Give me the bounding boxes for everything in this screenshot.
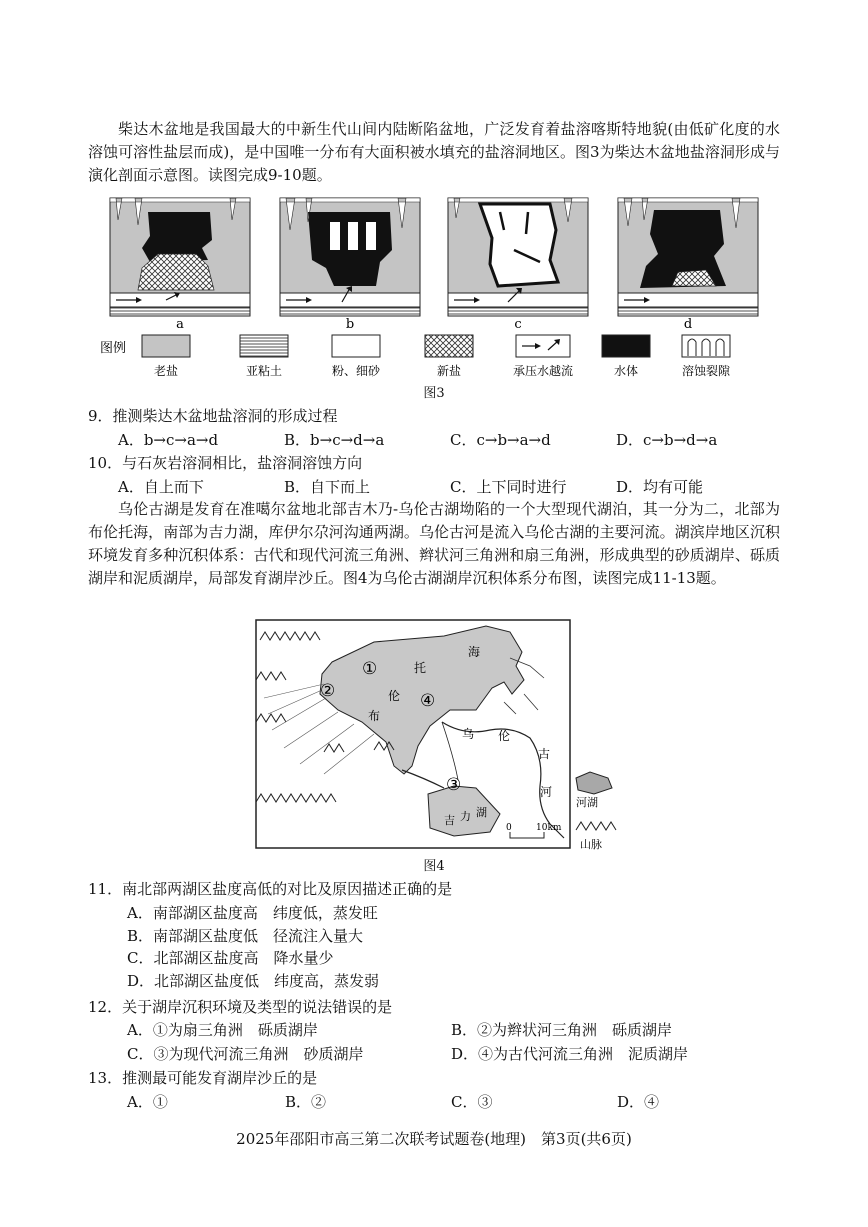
legend-old-salt-swatch [142,335,190,357]
q11-option-c[interactable]: C．北部湖区盐度高 降水量少 [127,949,334,967]
legend-water-label: 水体 [613,364,639,378]
legend-new-salt-label: 新盐 [436,364,462,378]
fig3-panel-c [448,198,588,316]
question-11-stem: 11．南北部两湖区盐度高低的对比及原因描述正确的是 [88,880,453,898]
question-9-stem: 9．推测柴达木盆地盐溶洞的形成过程 [88,407,338,425]
q12-option-d[interactable]: D．④为古代河流三角洲 泥质湖岸 [451,1045,689,1063]
question-10-options [118,476,778,498]
fig3-panel-a [110,198,250,316]
question-12-options-row-2 [127,1043,787,1065]
legend-sand-label: 粉、细砂 [331,364,381,378]
q13-option-b[interactable]: B．② [285,1093,327,1111]
legend-lake-label: 河湖 [576,796,598,809]
marker-2: ② [320,681,336,701]
fig3-label-b: b [345,317,355,332]
question-11-options [127,902,527,992]
figure-4-caption: 图4 [423,859,445,874]
river-char-3: 古 [538,747,551,761]
q11-option-d[interactable]: D．北部湖区盐度低 纬度高，蒸发弱 [127,971,380,990]
river-char-2: 伦 [498,729,511,743]
fig3-panel-d [618,198,758,316]
lake-north-char-3: 托 [414,661,427,675]
q13-option-c[interactable]: C．③ [451,1093,493,1111]
legend-new-salt-swatch [425,335,473,357]
q10-option-c[interactable]: C．上下同时进行 [450,478,567,496]
question-9-options [118,429,778,451]
figure-4-wulungu-lake-map [254,618,618,854]
legend-water-swatch [602,335,650,357]
lake-south-char-2: 力 [460,810,471,823]
q12-option-c[interactable]: C．③为现代河流三角洲 砂质湖岸 [127,1045,364,1063]
fig3-label-c: c [514,317,522,332]
question-13-stem: 13．推测最可能发育湖岸沙丘的是 [88,1069,318,1087]
legend-clay-swatch [240,335,288,357]
legend-mountain-label: 山脉 [580,838,602,851]
intro-paragraph-1: 柴达木盆地是我国最大的中新生代山间内陆断陷盆地，广泛发育着盐溶喀斯特地貌(由低矿化度的水溶蚀可溶性盐层而成)，是中国唯一分布有大面积被水填充的盐溶洞地区。图3为柴达木盆地盐溶洞形成与演化剖面示意图。读图完成9-10题。 [88,120,780,184]
q13-option-d[interactable]: D．④ [617,1093,660,1111]
fig3-label-d: d [683,317,693,332]
river-char-1: 乌 [462,727,475,741]
q11-option-b[interactable]: B．南部湖区盐度低 径流注入量大 [127,926,364,945]
lake-south-char-3: 湖 [476,806,487,819]
fig3-label-a: a [176,317,184,332]
lake-north-char-2: 伦 [388,689,401,703]
q9-option-c[interactable]: C．c→b→a→d [450,431,551,449]
q9-option-b[interactable]: B．b→c→d→a [284,431,385,449]
q9-option-a[interactable]: A．b→c→a→d [118,431,219,449]
marker-1: ① [362,659,378,679]
fig3-panel-b [280,198,420,316]
fig3-legend-title: 图例 [100,341,127,356]
q9-option-d[interactable]: D．c→b→d→a [616,431,718,449]
intro-paragraph-2: 乌伦古湖是发育在准噶尔盆地北部吉木乃-乌伦古湖坳陷的一个大型现代湖泊，其一分为二，北部为布伦托海，南部为吉力湖，库伊尔尕河沟通两湖。乌伦古河是流入乌伦古湖的主要河流。湖滨岸地区沉积环境发育多种沉积体系：古代和现代河流三角洲、辫状河三角洲和扇三角洲，形成典型的砂质湖岸、砾质湖岸和泥质湖岸，局部发育湖岸沙丘。图4为乌伦古湖湖岸沉积体系分布图，读图完成11-13题。 [88,500,780,587]
river-char-4: 河 [540,785,553,799]
legend-lake-swatch [576,772,612,794]
figure-3-caption: 图3 [423,386,445,401]
q12-option-a[interactable]: A．①为扇三角洲 砾质湖岸 [127,1021,318,1039]
question-12-options-row-1 [127,1019,787,1041]
legend-fissure-label: 溶蚀裂隙 [681,364,731,378]
legend-artesian-flow-label: 承压水越流 [512,364,574,378]
legend-mountain-swatch [576,822,616,830]
marker-4: ④ [420,691,436,711]
legend-fissure-swatch [682,335,730,357]
q10-option-a[interactable]: A．自上而下 [118,478,204,496]
question-10-stem: 10．与石灰岩溶洞相比，盐溶洞溶蚀方向 [88,454,363,472]
question-13-options [127,1091,787,1113]
q10-option-b[interactable]: B．自下而上 [284,478,371,496]
q12-option-b[interactable]: B．②为辫状河三角洲 砾质湖岸 [451,1021,673,1039]
marker-3: ③ [446,775,462,795]
q13-option-a[interactable]: A．① [127,1093,168,1111]
page-footer: 2025年邵阳市高三第二次联考试题卷(地理) 第3页(共6页) [236,1130,632,1148]
q11-option-a[interactable]: A．南部湖区盐度高 纬度低，蒸发旺 [127,904,378,922]
scale-zero: 0 [506,823,512,833]
lake-north-char-4: 海 [468,645,481,659]
legend-clay-label: 亚粘土 [245,364,283,378]
figure-3-salt-cave-diagram [80,190,780,390]
lake-north-char-1: 布 [368,709,381,723]
q10-option-d[interactable]: D．均有可能 [616,478,704,496]
lake-south-char-1: 吉 [444,814,455,827]
question-12-stem: 12．关于湖岸沉积环境及类型的说法错误的是 [88,998,393,1016]
scale-label: 10km [536,823,562,833]
legend-old-salt-label: 老盐 [153,364,179,378]
legend-sand-swatch [332,335,380,357]
